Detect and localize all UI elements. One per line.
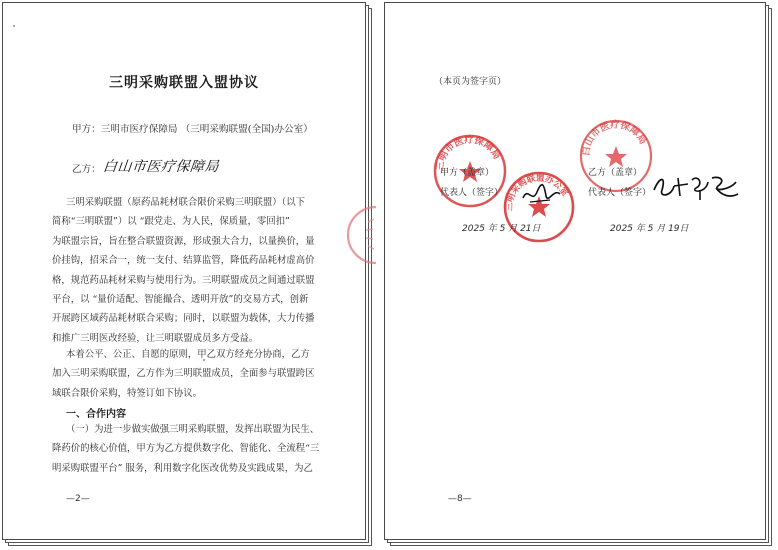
paragraph-line: 加入三明采购联盟，乙方作为三明联盟成员，全面参与联盟跨区 xyxy=(52,368,315,380)
party-b-signature-icon xyxy=(650,170,742,204)
paragraph-line: 平台，以 “量价适配、智能撮合、透明开放”的交易方式，创新 xyxy=(52,294,309,305)
party-a-seal-label: 甲方（盖章） xyxy=(440,168,495,178)
document-title: 三明采购联盟入盟协议 xyxy=(109,75,259,91)
party-b-sign-date: 2025 年 5 月 19日 xyxy=(610,224,689,234)
party-b-handwritten-name: 白山市医疗保障局 xyxy=(102,159,220,175)
page-number-right: —8— xyxy=(448,494,472,504)
paragraph-line: 本着公平、公正、自愿的原则，甲乙双方经充分协商，乙方 xyxy=(66,349,310,360)
signature-page-note: （本页为签字页） xyxy=(434,77,507,87)
paragraph-line: 域联合限价采购，特签订如下协议。 xyxy=(52,387,203,399)
paragraph-line: 和推广三明医改经验，让三明联盟成员多方受益。 xyxy=(52,332,259,344)
party-b-official-seal-icon xyxy=(578,118,654,194)
party-a-sign-date: 2025 年 5 月 21日 xyxy=(462,224,541,234)
party-a-representative-label: 代表人（签字） xyxy=(440,188,504,198)
paragraph-line: 简称“三明联盟”）以 “跟党走、为人民，保质量，零回扣” xyxy=(52,216,290,228)
paragraph-line: 为联盟宗旨，旨在整合联盟资源，形成强大合力，以量换价，量 xyxy=(52,235,315,247)
svg-text:白山市医疗保障局 xyxy=(580,119,649,157)
paragraph-line: 三明采购联盟（原药品耗材联合限价采购三明联盟）（以下 xyxy=(66,197,306,208)
party-a-signature-icon xyxy=(520,180,564,208)
paragraph-line: 开展跨区域药品耗材联合采购；同时，以联盟为载体，大力传播 xyxy=(52,313,315,325)
scan-speck xyxy=(13,25,15,27)
paragraph-line: 明采购联盟平台” 服务，利用数字化医改优势及实践成果，为乙 xyxy=(52,462,313,474)
section-heading-cooperation: 一、合作内容 xyxy=(66,409,126,420)
party-b-representative-label: 代表人（签字） xyxy=(588,188,652,198)
paragraph-line: （一）为进一步做实做强三明采购联盟，发挥出联盟为民生、 xyxy=(66,424,320,435)
seal-b-text: 白山市医疗保障局 xyxy=(580,119,649,157)
page-number-left: —2— xyxy=(66,494,90,504)
seal-a-text: 三明市医疗保障局 xyxy=(434,134,503,172)
seal-c-text: 三明采购联盟办公室 xyxy=(504,173,570,212)
party-b-label: 乙方： xyxy=(72,164,101,175)
partial-seal-edge-icon xyxy=(356,205,376,265)
paragraph-line: 格，规范药品耗材采购与使用行为。三明联盟成员之间通过联盟 xyxy=(52,274,315,286)
party-b-seal-label: 乙方（盖章） xyxy=(588,168,643,178)
paragraph-line: 降药价的核心价值，甲方为乙方提供数字化、智能化、全流程“三 xyxy=(52,443,320,455)
party-a-line: 甲方：三明市医疗保障局 （三明采购联盟(全国)办公室） xyxy=(72,124,313,135)
paragraph-line: 价挂钩，招采合一，统一支付、结算监管，降低药品耗材虚高价 xyxy=(52,255,315,267)
